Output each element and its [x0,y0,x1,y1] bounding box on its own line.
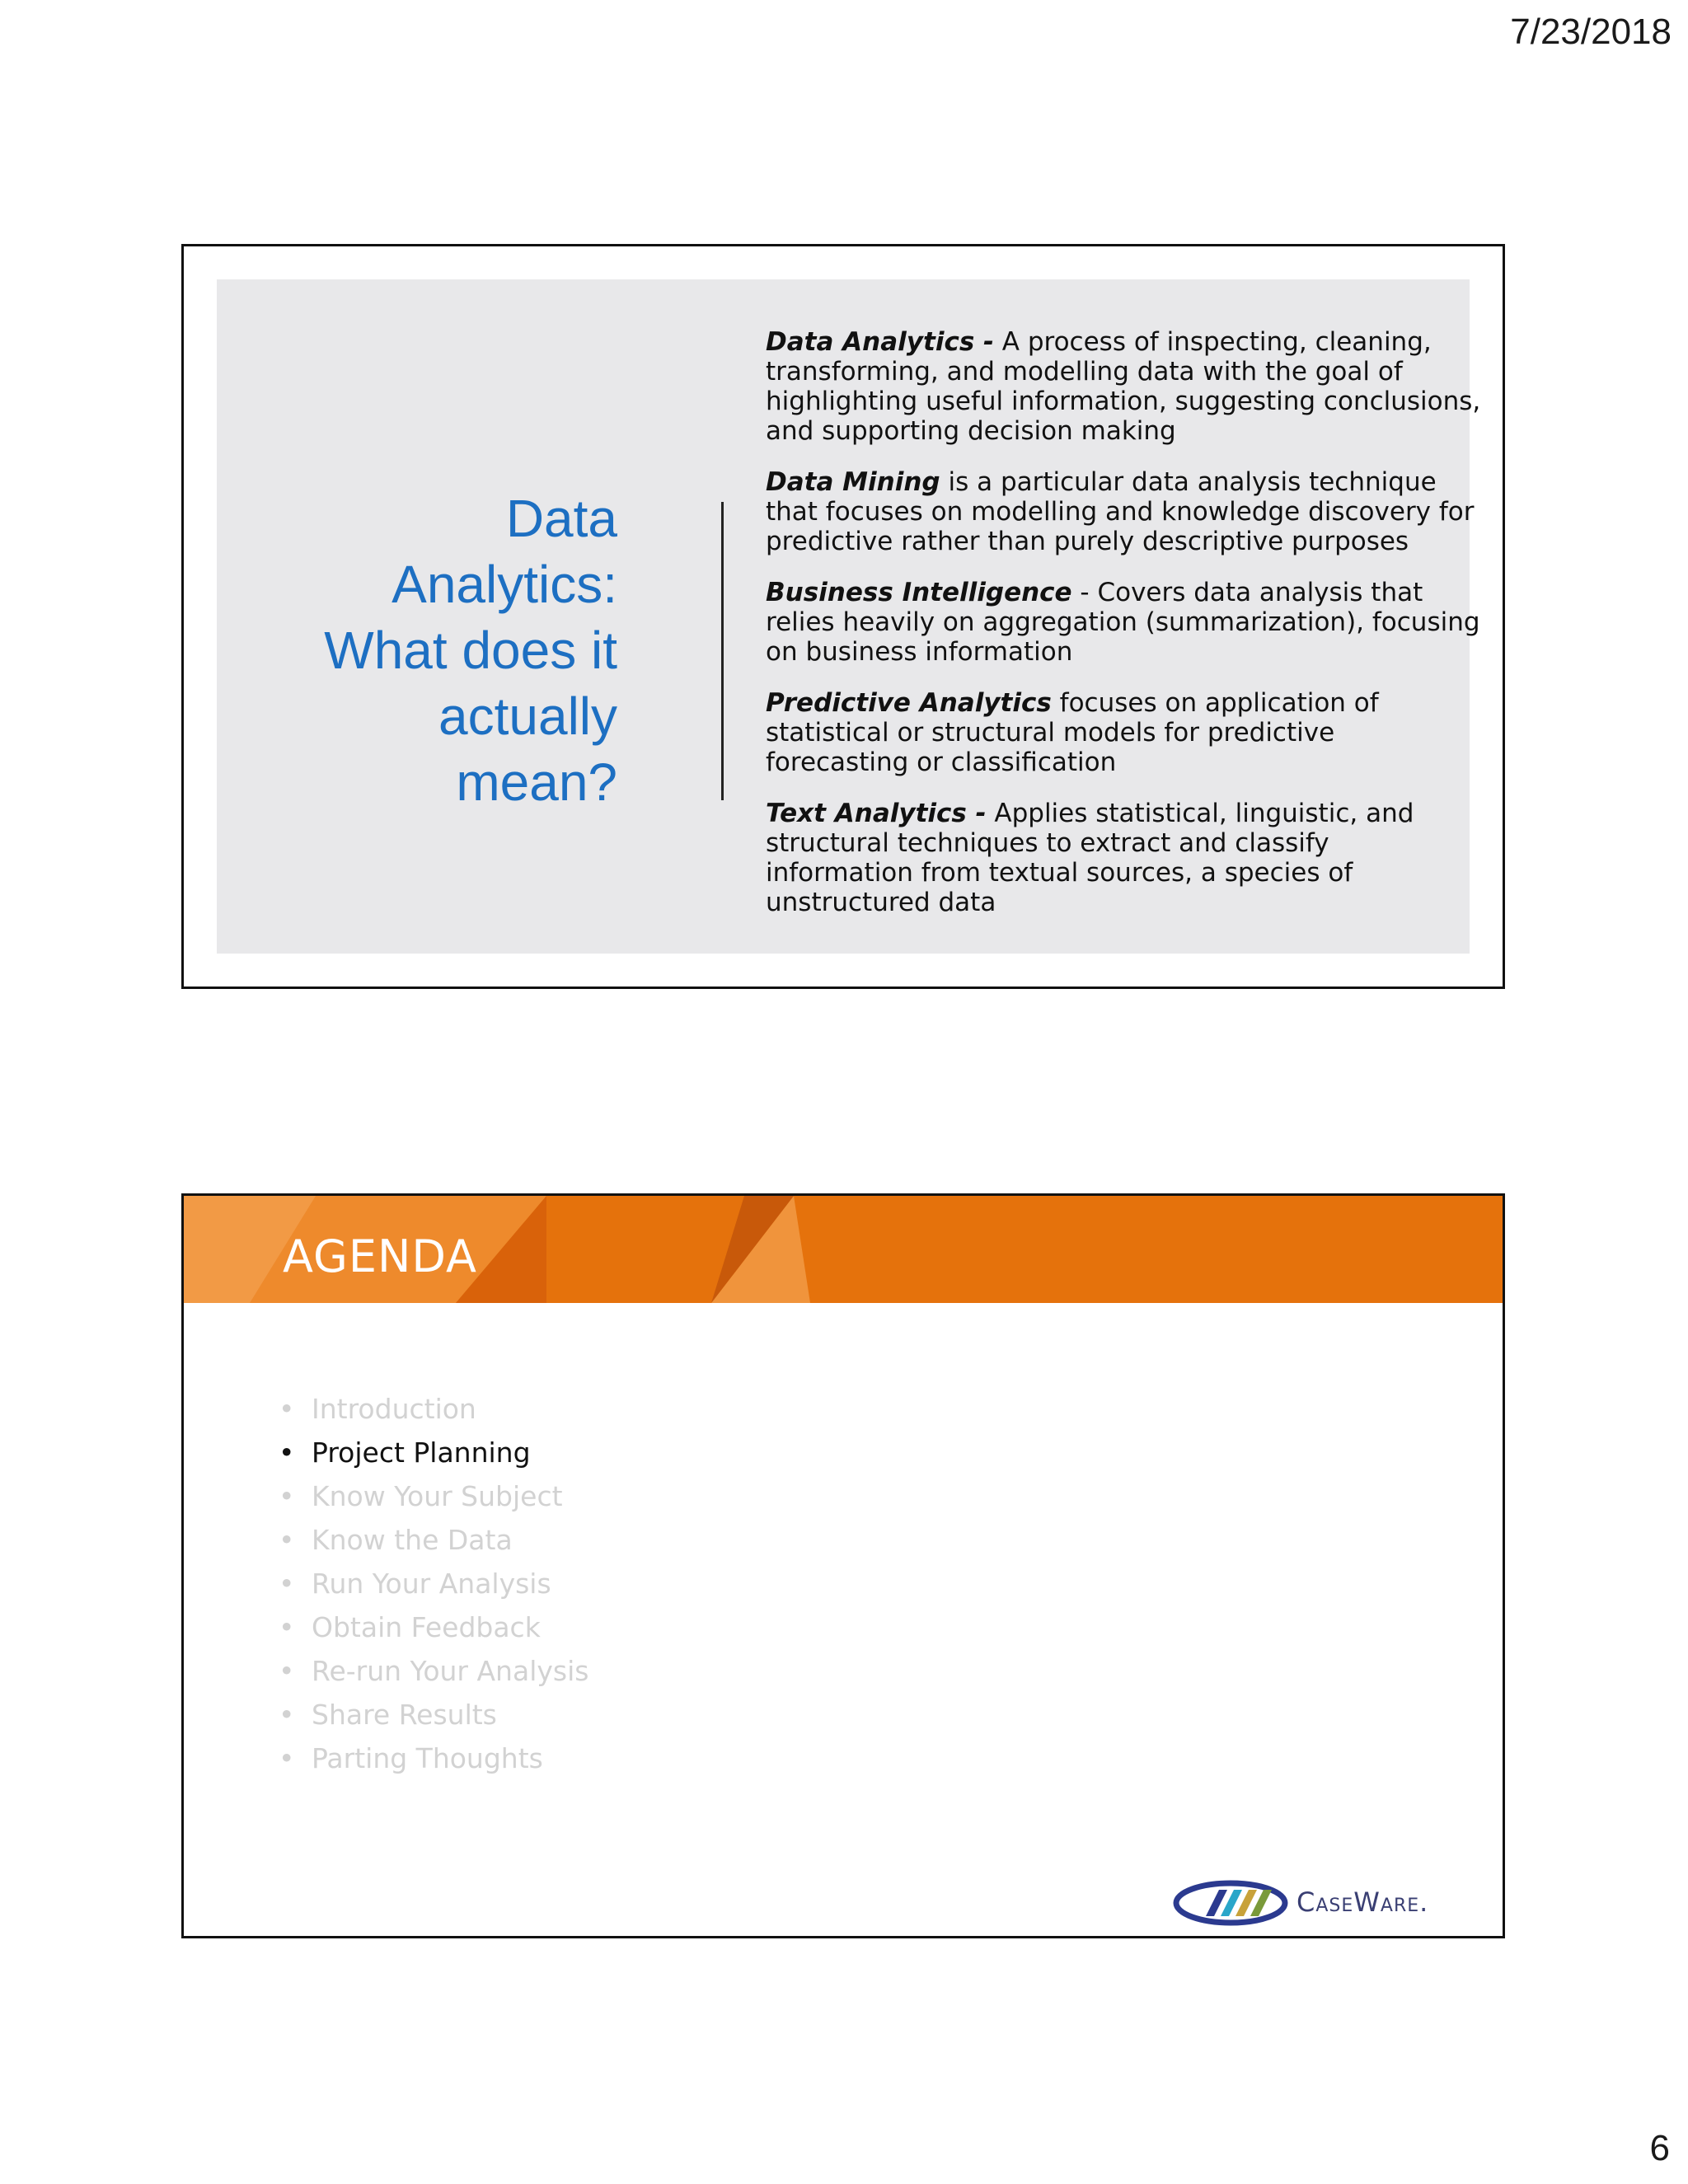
slide-title [255,485,617,815]
agenda-item: • Parting Thoughts [279,1736,588,1780]
definition-item [766,578,1483,667]
definition-text: - Covers data analysis that relies heavily on aggregation (summarization), focusing on business information [766,578,1480,667]
agenda-title: AGENDA [283,1230,477,1282]
agenda-item: • Know the Data [279,1518,588,1562]
caseware-logo-text: CaseWare. [1296,1886,1429,1918]
agenda-item: • Know Your Subject [279,1474,588,1518]
agenda-item: • Re-run Your Analysis [279,1649,588,1693]
definition-item [766,467,1483,556]
slide-agenda [181,1193,1505,1938]
agenda-item: • Run Your Analysis [279,1562,588,1605]
definition-term: Data Analytics - [766,327,994,357]
definitions-list [766,327,1483,939]
agenda-item: • Introduction [279,1387,588,1431]
title-line: Data [505,489,617,548]
definition-text: A process of inspecting, cleaning, transforming, and modelling data with the goal of highlighting useful information, suggesting conclusions, and supporting decision making [766,327,1481,446]
divider-line [721,502,724,800]
definition-term: Data Mining [766,467,940,497]
agenda-item: • Obtain Feedback [279,1605,588,1649]
agenda-item-active: • Project Planning [279,1431,588,1474]
definition-text: Applies statistical, linguistic, and structural techniques to extract and classify information from textual sources, a species of unstructured data [766,799,1414,917]
slide-panel [217,279,1481,954]
page-date: 7/23/2018 [1510,12,1672,52]
page-number: 6 [1649,2128,1670,2168]
definition-item [766,327,1483,446]
slide-data-analytics [181,244,1505,989]
agenda-list [279,1387,588,1780]
title-line: actually [438,687,617,746]
definition-text: focuses on application of statistical or structural models for predictive forecasting or classification [766,688,1379,777]
definition-text: is a particular data analysis technique that focuses on modelling and knowledge discovery for predictive rather than purely descriptive purposes [766,467,1475,556]
definition-term: Predictive Analytics [766,688,1052,718]
definition-term: Text Analytics - [766,799,987,828]
definition-item [766,799,1483,917]
definition-item [766,688,1483,777]
title-line: mean? [456,752,617,812]
title-line: What does it [324,621,617,680]
definition-term: Business Intelligence [766,578,1072,607]
agenda-item: • Share Results [279,1693,588,1736]
title-line: Analytics: [392,555,617,614]
agenda-banner [184,1196,1503,1303]
